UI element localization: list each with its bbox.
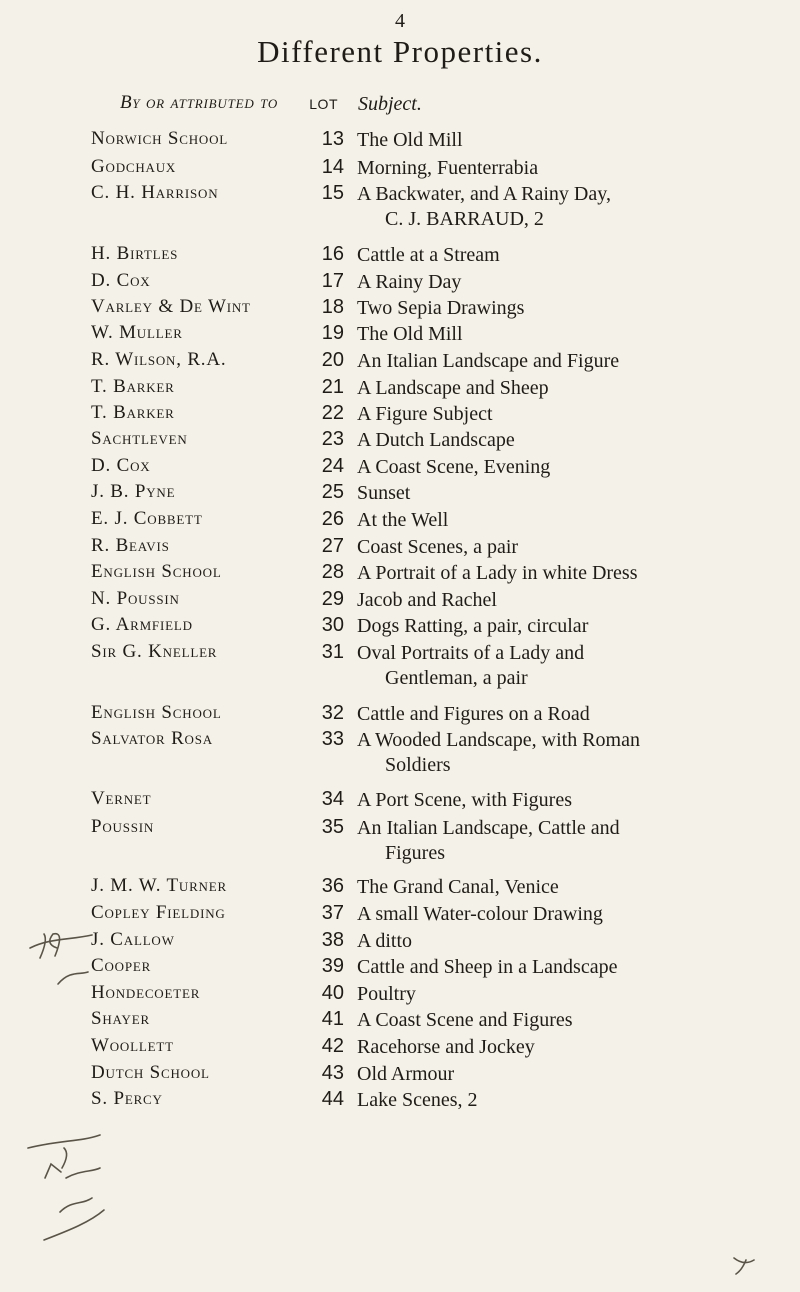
lot-subject-text: Cattle and Figures on a Road [357,703,590,725]
lot-subject-text: The Old Mill [357,129,463,151]
lot-subject-text: At the Well [357,509,449,531]
lot-number: 38 [321,929,344,951]
column-header-artist: By or attributed to [120,92,279,113]
artist-name: Copley Fielding [91,902,226,923]
artist-name: Woollett [91,1035,174,1056]
artist-name: Norwich School [91,128,229,149]
lot-number: 13 [321,128,344,150]
lot-subject [357,270,777,295]
lot-subject [357,982,777,1007]
lot-subject [357,349,777,374]
lot-subject [357,1088,777,1113]
page-heading: Different Properties. [257,34,543,69]
lot-subject-text: The Old Mill [357,323,463,345]
lot-subject-text: An Italian Landscape, Cattle and [357,817,620,839]
lot-number: 30 [321,614,344,636]
lot-subject [357,1062,777,1087]
lot-subject-text: Cattle and Sheep in a Landscape [357,956,618,978]
artist-name: S. Percy [91,1088,163,1109]
lot-subject [357,535,777,560]
lot-subject [357,788,777,813]
lot-subject-text: A Port Scene, with Figures [357,789,572,811]
artist-name: T. Barker [91,376,175,397]
lot-subject-text: Two Sepia Drawings [357,297,525,319]
lot-subject-continuation: C. J. BARRAUD, 2 [385,208,544,230]
lot-subject-text: A Figure Subject [357,403,493,425]
lot-number: 27 [321,535,344,557]
lot-subject-text: Dogs Ratting, a pair, circular [357,615,589,637]
lot-subject [357,641,777,691]
lot-subject [357,588,777,613]
artist-name: Godchaux [91,156,177,177]
lot-number: 39 [321,955,344,977]
artist-name: J. M. W. Turner [91,875,227,896]
lot-number: 22 [321,402,344,424]
lot-subject [357,322,777,347]
artist-name: D. Cox [91,270,151,291]
lot-subject-text: Morning, Fuenterrabia [357,157,539,179]
lot-subject [357,455,777,480]
artist-name: English School [91,702,222,723]
lot-number: 42 [321,1035,344,1057]
lot-number: 16 [321,243,344,265]
artist-name: Sachtleven [91,428,188,449]
lot-subject-text: Racehorse and Jockey [357,1036,535,1058]
lot-subject-text: A ditto [357,930,413,952]
lot-subject [357,1008,777,1033]
lot-subject [357,561,777,586]
lot-number: 24 [321,455,344,477]
page-number: 4 [395,10,405,32]
lot-number: 14 [321,156,344,178]
artist-name: W. Muller [91,322,183,343]
lot-number: 25 [321,481,344,503]
lot-subject-text: A Portrait of a Lady in white Dress [357,562,638,584]
lot-number: 15 [321,182,344,204]
artist-name: J. B. Pyne [91,481,176,502]
lot-number: 21 [321,376,344,398]
artist-name: Salvator Rosa [91,728,213,749]
artist-name: T. Barker [91,402,175,423]
lot-subject [357,702,777,727]
lot-subject-text: Cattle at a Stream [357,244,500,266]
lot-subject-text: A Coast Scene and Figures [357,1009,573,1031]
artist-name: N. Poussin [91,588,180,609]
lot-subject [357,929,777,954]
lot-subject-text: An Italian Landscape and Figure [357,350,620,372]
artist-name: J. Callow [91,929,175,950]
lot-subject-text: A Landscape and Sheep [357,377,549,399]
column-header-lot: LOT [309,96,338,112]
lot-number: 19 [321,322,344,344]
lot-number: 18 [321,296,344,318]
lot-number: 43 [321,1062,344,1084]
lot-number: 37 [321,902,344,924]
lot-subject-text: Lake Scenes, 2 [357,1089,478,1111]
artist-name: E. J. Cobbett [91,508,203,529]
artist-name: C. H. Harrison [91,182,219,203]
lot-subject-continuation: Figures [385,842,445,864]
lot-subject-text: Poultry [357,983,416,1005]
lot-subject [357,243,777,268]
lot-number: 41 [321,1008,344,1030]
lot-number: 36 [321,875,344,897]
lot-number: 20 [321,349,344,371]
lot-subject [357,614,777,639]
artist-name: Sir G. Kneller [91,641,218,662]
artist-name: Cooper [91,955,152,976]
lot-subject-text: A Rainy Day [357,271,462,293]
lot-subject [357,816,777,866]
lot-subject [357,508,777,533]
lot-subject-continuation: Gentleman, a pair [385,667,528,689]
lot-number: 17 [321,270,344,292]
lot-subject-text: A Dutch Landscape [357,429,515,451]
lot-subject [357,182,777,232]
lot-subject-text: Jacob and Rachel [357,589,497,611]
lot-subject-text: Sunset [357,482,411,504]
lot-subject [357,296,777,321]
artist-name: Vernet [91,788,152,809]
lot-subject [357,481,777,506]
lot-subject [357,728,777,778]
lot-subject-text: Oval Portraits of a Lady and [357,642,585,664]
artist-name: English School [91,561,222,582]
lot-subject-text: Coast Scenes, a pair [357,536,519,558]
lot-number: 35 [321,816,344,838]
lot-subject-text: The Grand Canal, Venice [357,876,559,898]
lot-subject-continuation: Soldiers [385,754,451,776]
artist-name: H. Birtles [91,243,179,264]
lot-subject [357,128,777,153]
lot-number: 23 [321,428,344,450]
lot-subject-text: A Coast Scene, Evening [357,456,551,478]
artist-name: R. Beavis [91,535,170,556]
lot-subject [357,376,777,401]
artist-name: Varley & De Wint [91,296,251,317]
lot-number: 31 [321,641,344,663]
lot-subject [357,156,777,181]
lot-subject-text: A Backwater, and A Rainy Day, [357,183,611,205]
artist-name: D. Cox [91,455,151,476]
lot-subject [357,1035,777,1060]
lot-subject [357,402,777,427]
lot-number: 29 [321,588,344,610]
lot-number: 40 [321,982,344,1004]
lot-subject-text: A small Water-colour Drawing [357,903,603,925]
lot-subject [357,875,777,900]
lot-subject [357,955,777,980]
lot-number: 34 [321,788,344,810]
lot-number: 32 [321,702,344,724]
artist-name: Shayer [91,1008,150,1029]
artist-name: G. Armfield [91,614,193,635]
artist-name: R. Wilson, R.A. [91,349,227,370]
artist-name: Dutch School [91,1062,210,1083]
lot-number: 26 [321,508,344,530]
lot-number: 28 [321,561,344,583]
artist-name: Hondecoeter [91,982,201,1003]
column-header-subject: Subject. [358,93,422,115]
lot-subject [357,902,777,927]
lot-number: 44 [321,1088,344,1110]
lot-subject-text: A Wooded Landscape, with Roman [357,729,640,751]
lot-subject-text: Old Armour [357,1063,455,1085]
artist-name: Poussin [91,816,155,837]
lot-number: 33 [321,728,344,750]
lot-subject [357,428,777,453]
